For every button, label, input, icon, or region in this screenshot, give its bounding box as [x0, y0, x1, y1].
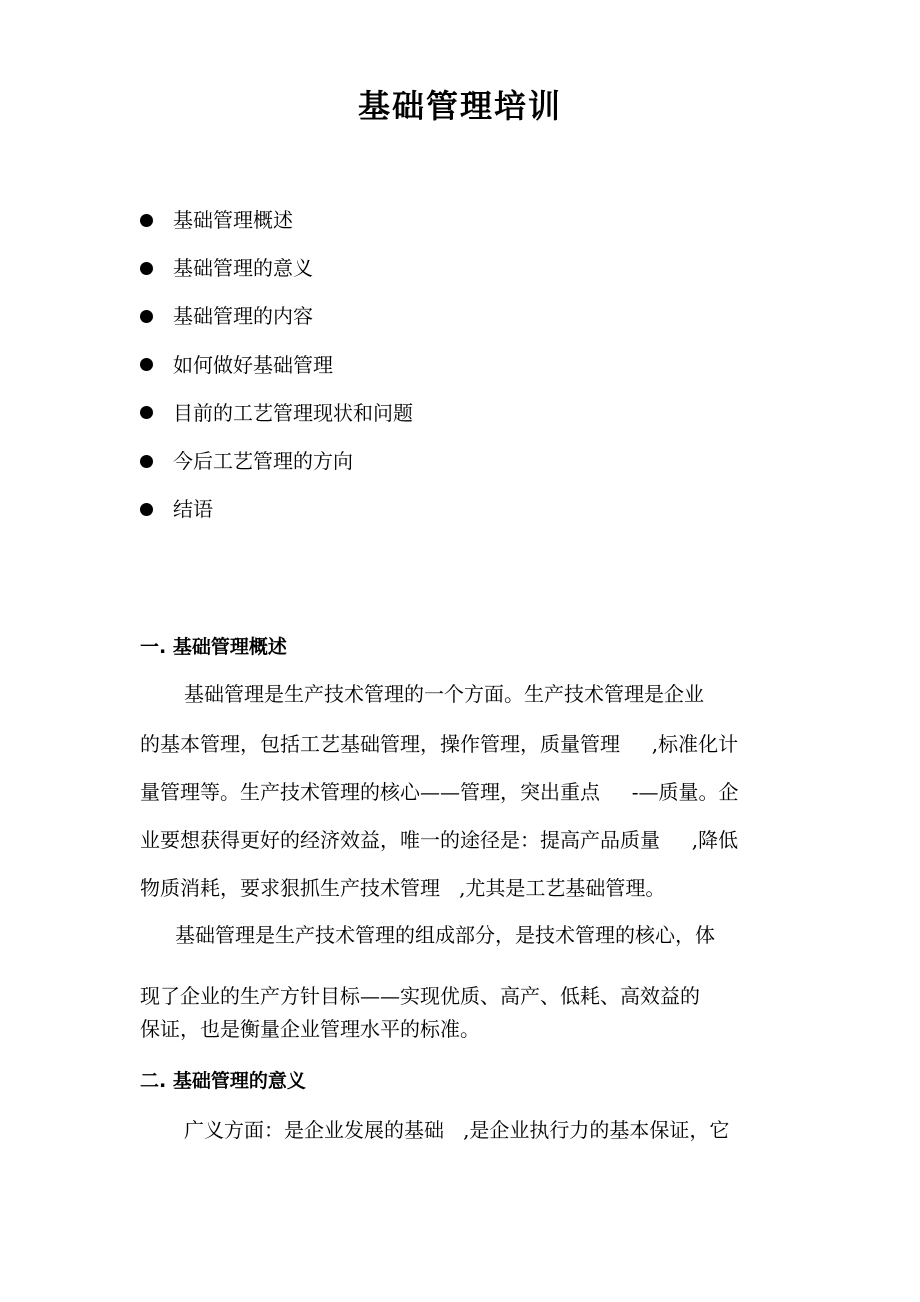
section-heading: 一. 基础管理概述	[140, 636, 287, 658]
list-item	[140, 485, 413, 533]
toc-label: 基础管理的内容	[173, 304, 313, 329]
paragraph-line: 保证，也是衡量企业管理水平的标准。	[140, 1017, 480, 1041]
table-of-contents	[140, 196, 413, 533]
list-item	[140, 437, 413, 485]
toc-label: 如何做好基础管理	[173, 352, 333, 377]
list-item	[140, 196, 413, 244]
section-heading: 二. 基础管理的意义	[140, 1070, 306, 1092]
toc-label: 基础管理概述	[173, 208, 293, 233]
bullet-icon	[140, 406, 153, 419]
page-title: 基础管理培训	[357, 87, 562, 125]
toc-label: 基础管理的意义	[173, 256, 313, 281]
paragraph-line: 基础管理是生产技术管理的一个方面。生产技术管理是企业	[184, 682, 704, 706]
paragraph-line: 的基本管理，包括工艺基础管理，操作管理，质量管理 ,标准化计	[140, 732, 739, 756]
list-item	[140, 389, 413, 437]
bullet-icon	[140, 310, 153, 323]
paragraph-line: 现了企业的生产方针目标——实现优质、高产、低耗、高效益的	[140, 984, 700, 1008]
paragraph-line: 广义方面：是企业发展的基础 ,是企业执行力的基本保证，它	[184, 1118, 730, 1142]
toc-label: 今后工艺管理的方向	[173, 449, 353, 474]
toc-label: 结语	[173, 497, 213, 522]
bullet-icon	[140, 358, 153, 371]
paragraph-line: 物质消耗，要求狠抓生产技术管理 ,尤其是工艺基础管理。	[140, 876, 666, 900]
paragraph-line: 业要想获得更好的经济效益，唯一的途径是：提高产品质量 ,降低	[140, 828, 739, 852]
toc-label: 目前的工艺管理现状和问题	[173, 400, 413, 425]
bullet-icon	[140, 214, 153, 227]
bullet-icon	[140, 262, 153, 275]
bullet-icon	[140, 503, 153, 516]
paragraph-line: 基础管理是生产技术管理的组成部分，是技术管理的核心，体	[175, 923, 715, 947]
list-item	[140, 341, 413, 389]
list-item	[140, 244, 413, 292]
paragraph-line: 量管理等。生产技术管理的核心——管理，突出重点 -—质量。企	[140, 780, 739, 804]
bullet-icon	[140, 455, 153, 468]
list-item	[140, 292, 413, 340]
